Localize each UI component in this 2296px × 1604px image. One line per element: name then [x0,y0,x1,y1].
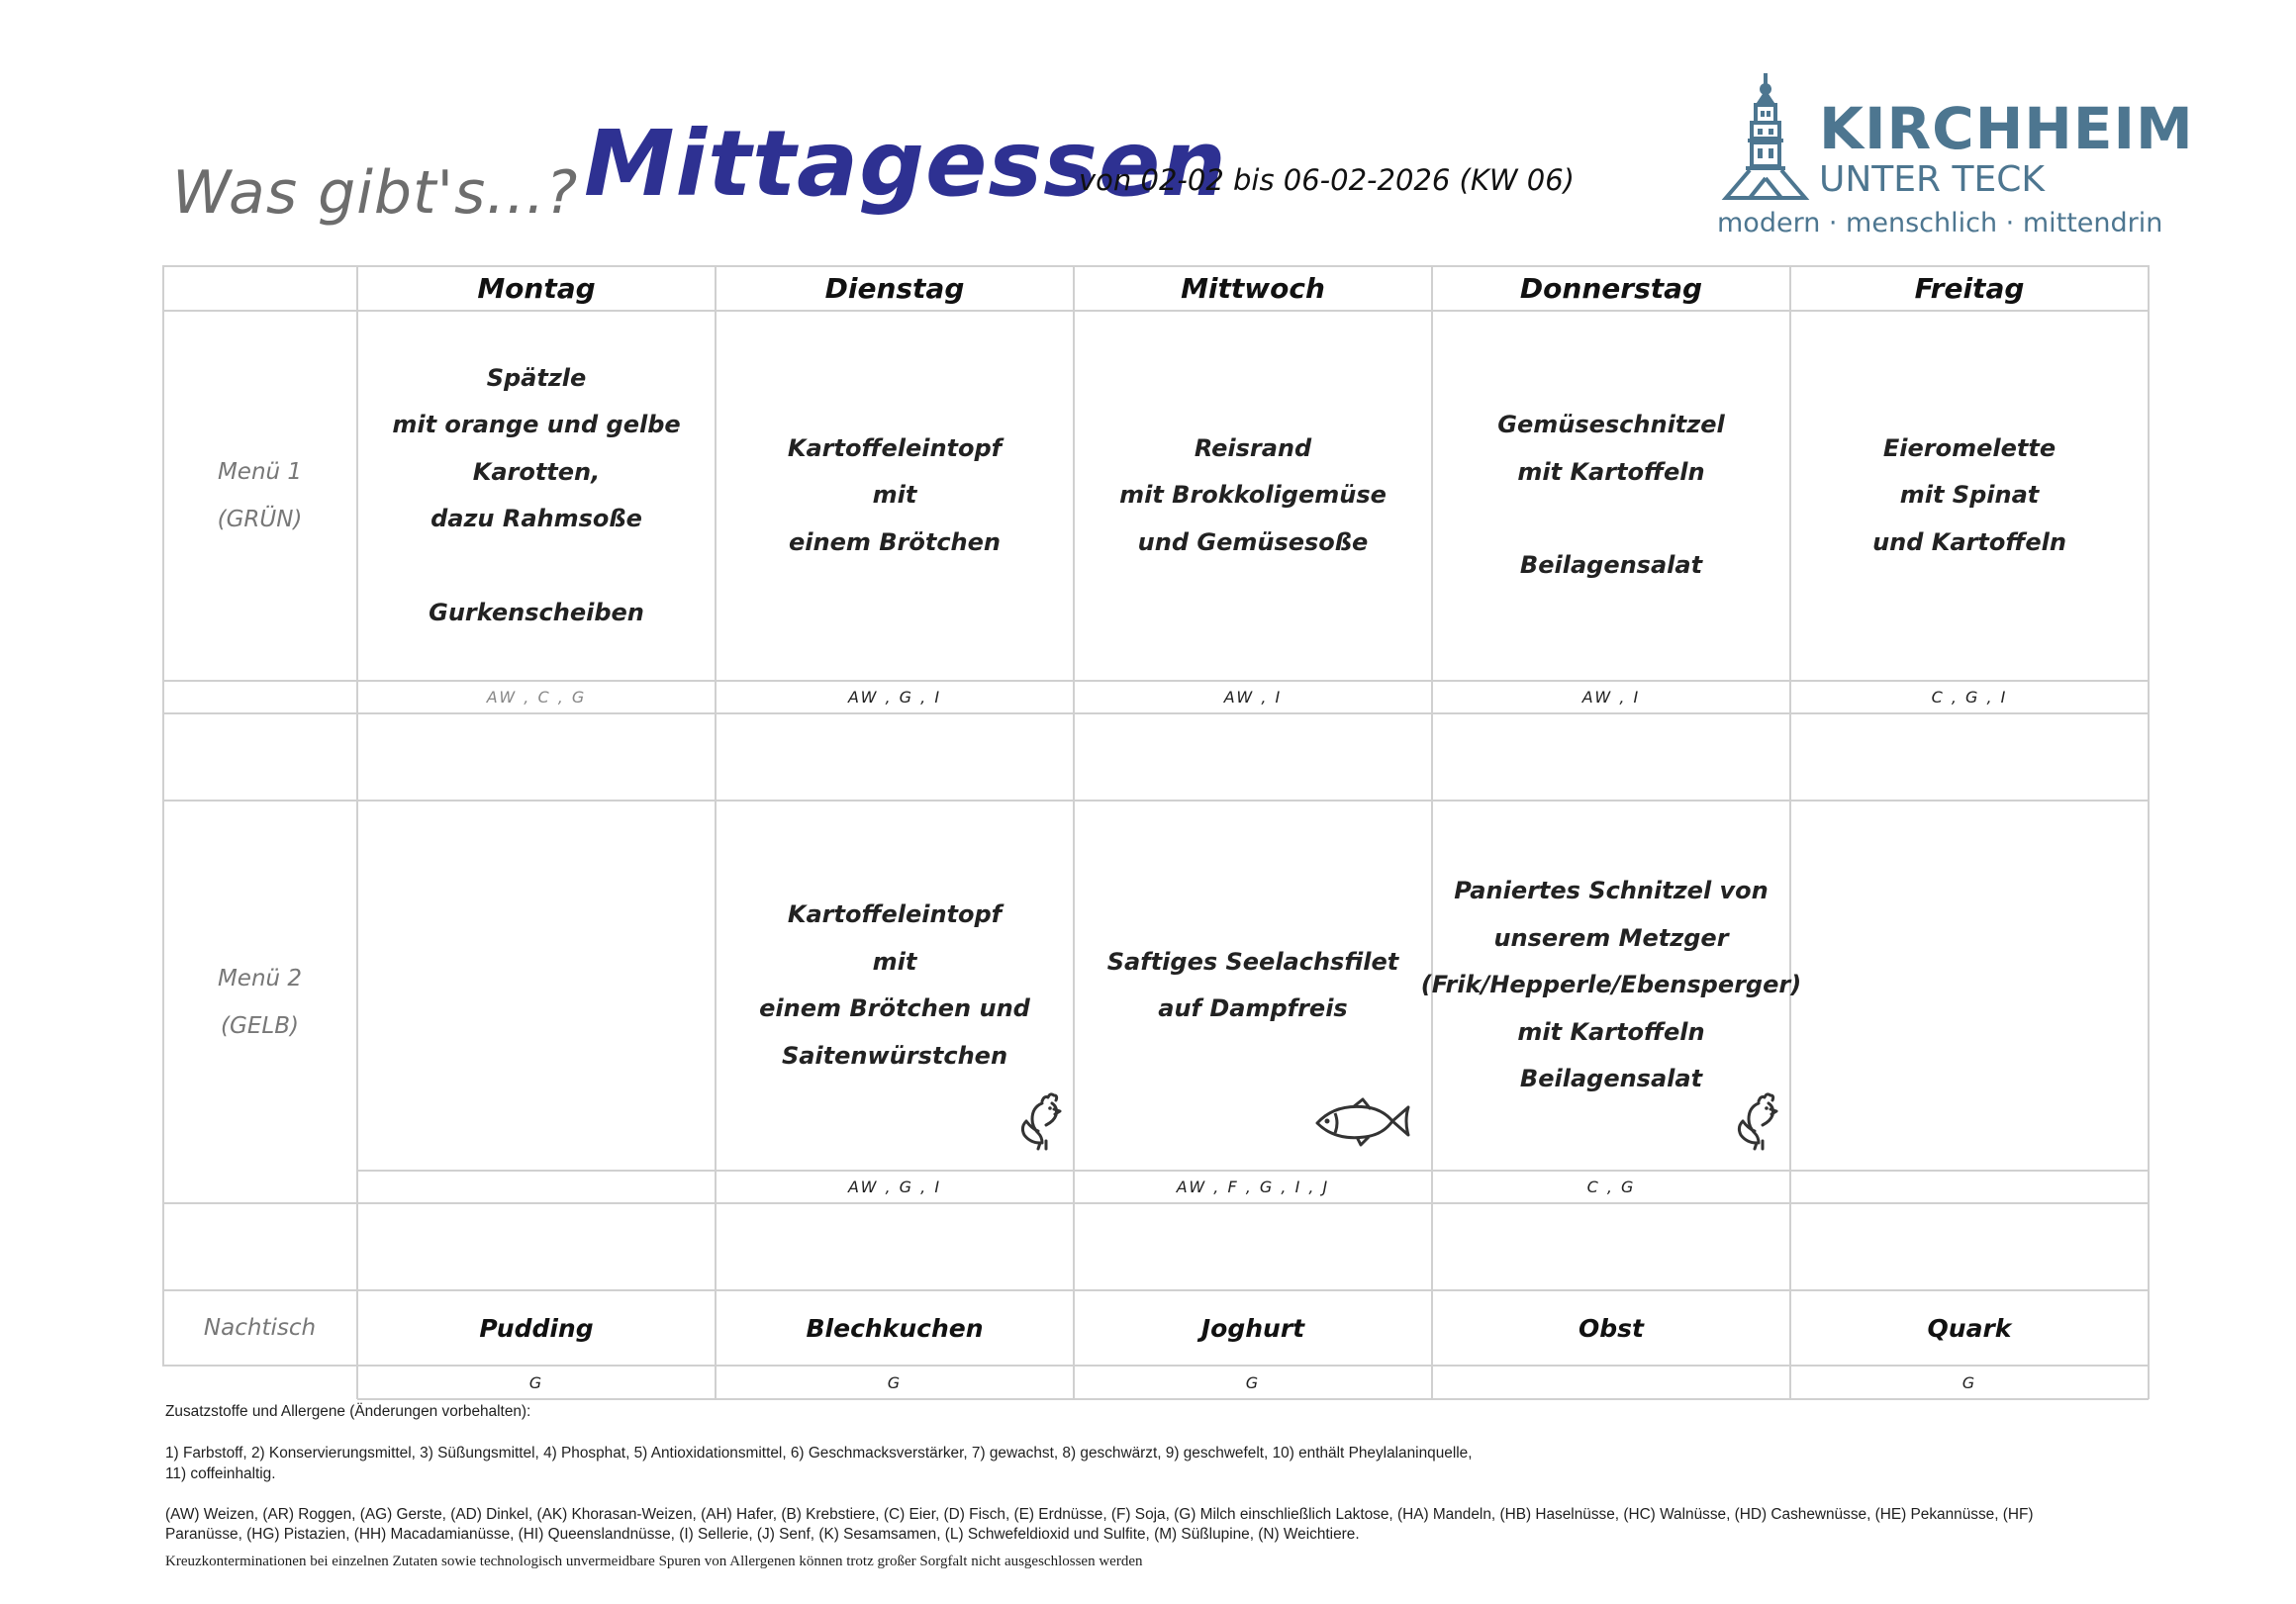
menu2-meal-line: Saftiges Seelachsfilet [1106,947,1399,976]
menu1-meal-donnerstag [1432,311,1790,681]
chicken-icon [1729,1091,1784,1155]
menu1-meal-line: einem Brötchen [789,527,1001,556]
menu1-meal-line: Beilagensalat [1519,551,1703,580]
fish-icon [1313,1095,1412,1153]
menu1-allergens-montag: AW , C , G [486,688,587,707]
menu2-allergens-mittwoch: AW , F , G , I , J [1176,1178,1330,1196]
menu1-meal-dienstag [716,311,1074,681]
menu1-meal-line: Reisrand [1194,433,1312,462]
dessert-allergens-dienstag: G [887,1372,903,1392]
legend-additives-line2: 11) coffeinhaltig. [165,1465,276,1482]
menu1-allergens-mittwoch: AW , I [1223,688,1283,707]
menu2-meal-line: mit [872,947,917,976]
menu2-meal-line: Beilagensalat [1519,1065,1703,1093]
logo-city-suffix: UNTER TECK [1819,159,2045,200]
menu1-meal-line: Spätzle [486,363,587,392]
menu1-meal-line: Karotten, [472,457,601,486]
dessert-allergens-mittwoch: G [1245,1372,1261,1392]
logo-tagline: modern · menschlich · mittendrin [1717,208,2163,238]
dessert-allergens-donnerstag [1432,1366,1790,1399]
menu2-allergens-montag [357,1171,716,1203]
day-header-dienstag: Dienstag [824,271,965,305]
menu1-meal-line: mit orange und gelbe [392,411,681,439]
legend-allergens-line2: Paranüsse, (HG) Pistazien, (HH) Macadamianüsse, (HI) Queenslandnüsse, (I) Sellerie, (J) Senf, (K) Sesamsamen, (L) Schwefeldioxid und Sulfite, (M) Süßlupine, (N) Weichtiere. [165,1526,1360,1543]
menu1-label-color: (GRÜN) [217,507,303,532]
menu2-label-name: Menü 2 [217,965,303,991]
chicken-icon [1012,1091,1068,1155]
menu2-allergens-dienstag: AW , G , I [847,1178,942,1196]
church-tower-icon [1720,71,1811,202]
menu1-allergens-donnerstag: AW , I [1581,688,1641,707]
menu2-meal-line: Paniertes Schnitzel von [1454,877,1769,905]
day-header-freitag: Freitag [1914,271,2025,305]
menu1-meal-line: Eieromelette [1882,433,2057,462]
menu1-label [162,311,357,681]
menu2-meal-line: (Frik/Hepperle/Ebensperger) [1420,971,1802,999]
menu1-meal-line: mit Brokkoligemüse [1119,481,1387,510]
menu2-allergens-freitag [1790,1171,2149,1203]
logo-wordmark [1819,97,2194,200]
menu1-label-name: Menü 1 [217,459,303,485]
dessert-dienstag: Blechkuchen [806,1313,984,1343]
menu2-meal-line: einem Brötchen und [759,994,1030,1022]
menu2-label-color: (GELB) [221,1012,299,1039]
menu2-label [162,801,357,1203]
day-header-mittwoch: Mittwoch [1181,271,1325,305]
dessert-mittwoch: Joghurt [1200,1313,1305,1343]
menu2-meal-line: mit Kartoffeln [1517,1017,1705,1046]
menu1-meal-line: und Gemüsesoße [1137,527,1369,556]
menu1-meal-line: und Kartoffeln [1872,527,2066,556]
menu2-allergens-donnerstag: C , G [1586,1178,1636,1196]
menu1-meal-mittwoch [1074,311,1432,681]
logo-city-name: KIRCHHEIM [1819,95,2194,162]
dessert-allergens-montag: G [528,1372,544,1392]
legend-heading: Zusatzstoffe und Allergene (Änderungen vorbehalten): [165,1403,531,1420]
legend-allergens-line1: (AW) Weizen, (AR) Roggen, (AG) Gerste, (AD) Dinkel, (AK) Khorasan-Weizen, (AH) Hafer, (B) Krebstiere, (C) Eier, (D) Fisch, (E) Erdnüsse, (F) Soja, (G) Milch einschließlich Laktose, (HA) Mandeln, (HB) Haselnüsse, (HC) Walnüsse, (HD) Cashewnüsse, (HE) Pekannüsse, (HF) [165,1506,2034,1523]
menu2-meal-line: Saitenwürstchen [781,1041,1008,1070]
legend-cross-contamination: Kreuzkonterminationen bei einzelnen Zutaten sowie technologisch unvermeidbare Spuren von Allergenen können trotz großer Sorgfalt nicht ausgeschlossen werden [165,1554,1143,1569]
menu1-meal-line: mit [872,481,917,510]
menu1-meal-line: dazu Rahmsoße [430,505,642,533]
menu1-meal-freitag [1790,311,2149,681]
dessert-label: Nachtisch [203,1315,317,1341]
date-range: von 02-02 bis 06-02-2026 (KW 06) [1079,163,1575,197]
menu2-meal-line: auf Dampfreis [1158,994,1348,1022]
day-header-montag: Montag [477,271,596,305]
menu1-meal-line: mit Spinat [1899,481,2040,510]
day-header-donnerstag: Donnerstag [1519,271,1703,305]
menu1-meal-line: mit Kartoffeln [1517,457,1705,486]
page-title: Mittagessen [584,111,1227,217]
dessert-montag: Pudding [479,1313,594,1343]
was-gibts-heading: Was gibt's...? [172,158,579,228]
menu1-allergens-dienstag: AW , G , I [847,688,942,707]
menu2-meal-line: Kartoffeleintopf [787,900,1003,928]
menu1-meal-line: Gemüseschnitzel [1497,411,1725,439]
legend-additives-line1: 1) Farbstoff, 2) Konservierungsmittel, 3) Süßungsmittel, 4) Phosphat, 5) Antioxidationsmittel, 6) Geschmacksverstärker, 7) gewachst, 8) geschwärzt, 9) geschwefelt, 10) enthält Pheylalaninquelle, [165,1445,1473,1462]
dessert-freitag: Quark [1927,1313,2012,1343]
menu1-meal-line: Kartoffeleintopf [787,433,1003,462]
dessert-allergens-freitag: G [1961,1372,1977,1392]
menu1-meal-line: Gurkenscheiben [429,598,644,626]
menu1-allergens-freitag: C , G , I [1931,688,2008,707]
menu2-meal-line: unserem Metzger [1493,923,1729,952]
menu2-meal-montag [357,801,716,1171]
dessert-donnerstag: Obst [1578,1313,1644,1343]
menu2-meal-freitag [1790,801,2149,1171]
menu1-meal-montag [357,311,716,681]
